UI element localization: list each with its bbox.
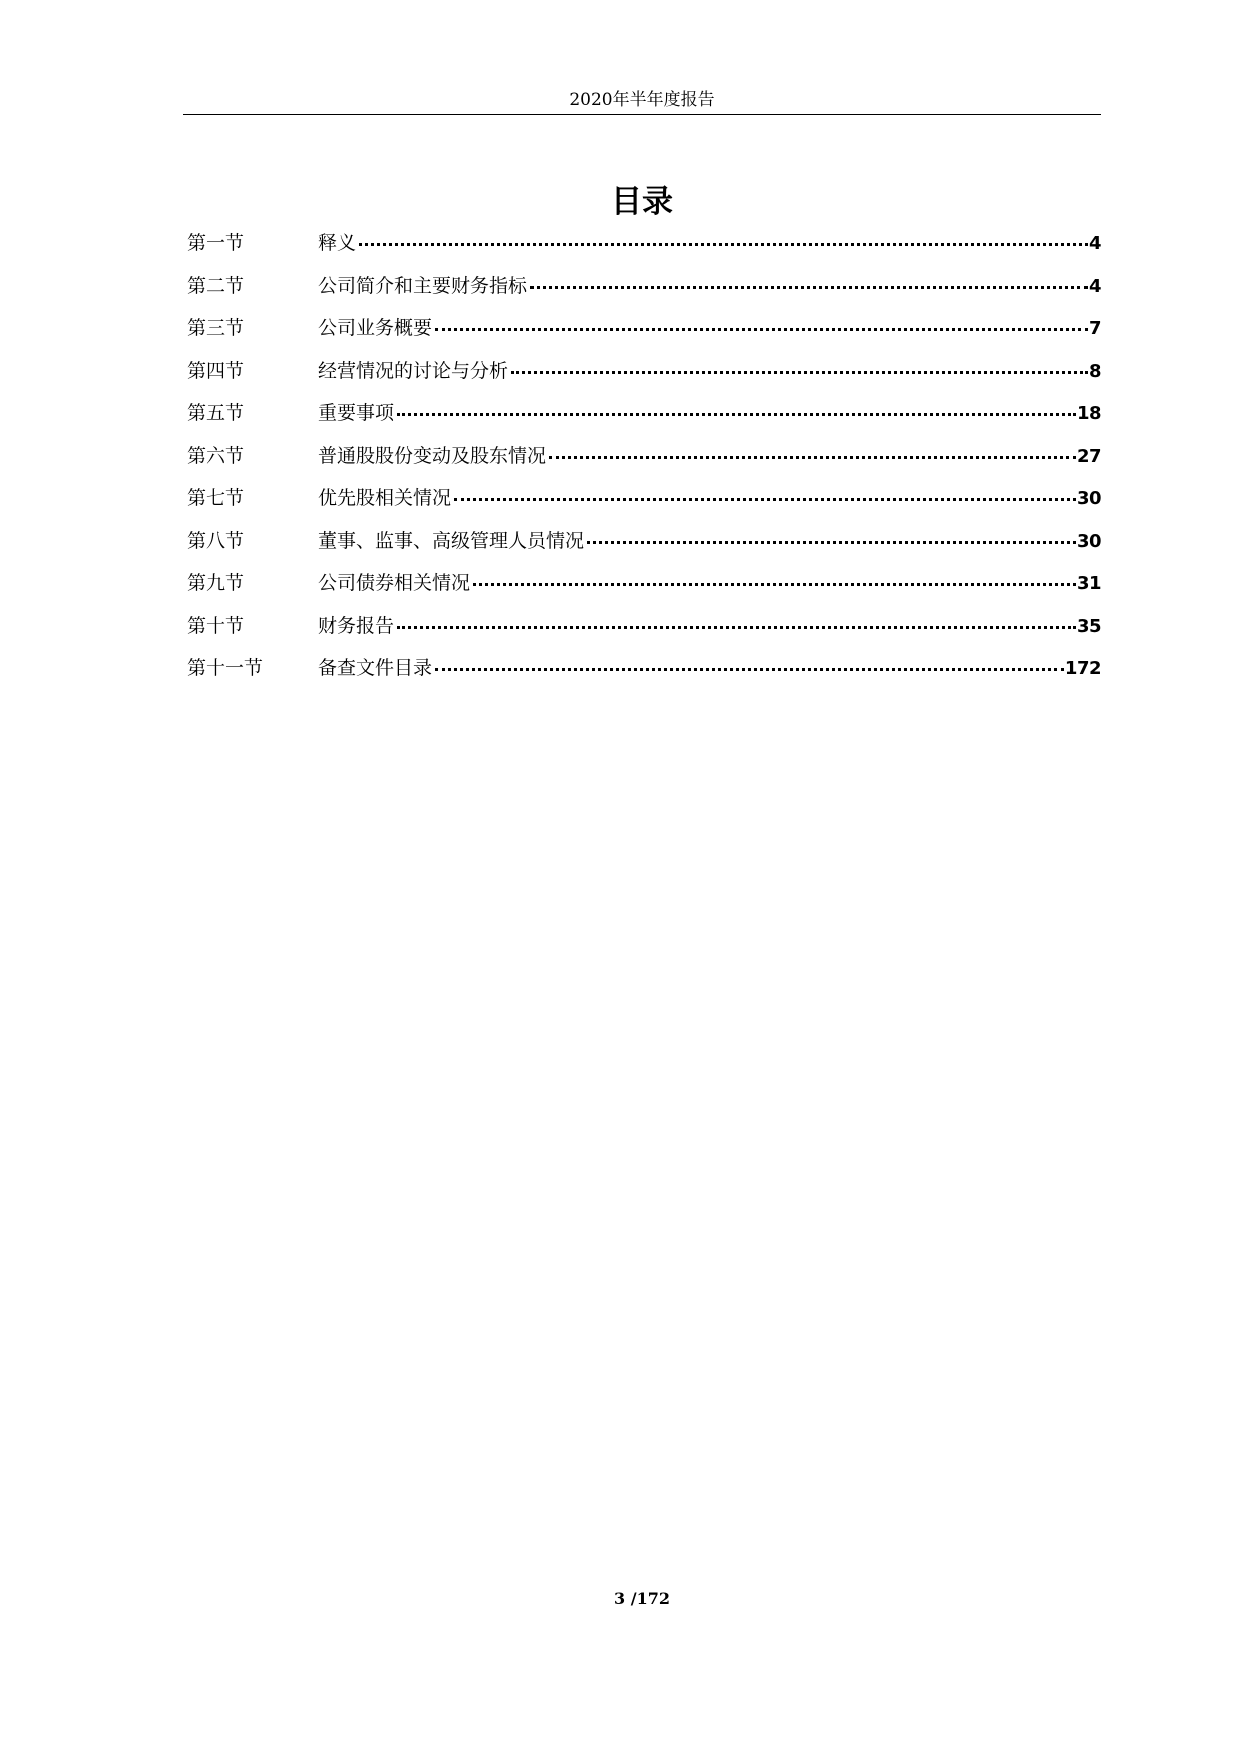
toc-entry[interactable] (187, 350, 1101, 393)
toc-section-number: 第六节 (187, 444, 245, 467)
toc-page-number: 4 (1088, 275, 1101, 297)
toc-page-number: 172 (1064, 658, 1101, 679)
toc-section-title: 财务报告 (318, 614, 395, 637)
table-of-contents (187, 222, 1101, 690)
toc-dot-leader (549, 456, 1076, 459)
toc-dot-leader (435, 668, 1064, 671)
toc-section-number: 第一节 (187, 232, 245, 254)
toc-section-title: 公司债券相关情况 (318, 572, 471, 594)
toc-page-number: 27 (1076, 445, 1101, 467)
toc-entry[interactable] (187, 307, 1101, 350)
toc-entry[interactable] (187, 392, 1101, 435)
toc-section-title: 优先股相关情况 (318, 487, 452, 509)
toc-entry[interactable] (187, 647, 1101, 690)
toc-dot-leader (587, 541, 1076, 544)
toc-section-title: 释义 (318, 232, 357, 254)
toc-dot-leader (473, 583, 1076, 586)
toc-section-title: 公司业务概要 (318, 317, 433, 339)
toc-page-number: 35 (1076, 615, 1101, 637)
toc-dot-leader (435, 328, 1088, 331)
toc-page-number: 7 (1088, 318, 1101, 339)
toc-dot-leader (359, 243, 1088, 246)
toc-section-number: 第二节 (187, 274, 245, 297)
page-number-footer: 3 /172 (614, 1589, 670, 1608)
header-rule (183, 114, 1101, 115)
toc-entry[interactable] (187, 265, 1101, 308)
toc-section-title: 董事、监事、高级管理人员情况 (318, 529, 585, 552)
toc-section-number: 第十一节 (187, 657, 264, 679)
toc-page-number: 4 (1088, 233, 1101, 254)
toc-section-title: 经营情况的讨论与分析 (318, 359, 509, 382)
toc-section-number: 第十节 (187, 614, 245, 637)
toc-page-number: 30 (1076, 530, 1101, 552)
toc-dot-leader (454, 498, 1076, 501)
toc-section-number: 第七节 (187, 487, 245, 509)
toc-title: 目录 (611, 184, 673, 220)
toc-section-title: 普通股股份变动及股东情况 (318, 444, 547, 467)
running-header: 2020年半年度报告 (569, 90, 715, 110)
toc-page-number: 8 (1088, 360, 1101, 382)
toc-entry[interactable] (187, 605, 1101, 648)
toc-page-number: 18 (1076, 403, 1101, 424)
toc-section-title: 公司简介和主要财务指标 (318, 274, 528, 297)
toc-dot-leader (397, 413, 1076, 416)
toc-dot-leader (397, 626, 1076, 629)
toc-section-number: 第五节 (187, 402, 245, 424)
toc-section-number: 第九节 (187, 572, 245, 594)
toc-entry[interactable] (187, 520, 1101, 563)
toc-section-number: 第八节 (187, 529, 245, 552)
toc-section-number: 第三节 (187, 317, 245, 339)
toc-section-title: 重要事项 (318, 402, 395, 424)
toc-section-number: 第四节 (187, 359, 245, 382)
toc-entry[interactable] (187, 222, 1101, 265)
toc-page-number: 30 (1076, 488, 1101, 509)
toc-entry[interactable] (187, 477, 1101, 520)
toc-entry[interactable] (187, 435, 1101, 478)
toc-page-number: 31 (1076, 573, 1101, 594)
toc-section-title: 备查文件目录 (318, 657, 433, 679)
toc-dot-leader (511, 371, 1088, 374)
toc-entry[interactable] (187, 562, 1101, 605)
toc-dot-leader (530, 286, 1088, 289)
